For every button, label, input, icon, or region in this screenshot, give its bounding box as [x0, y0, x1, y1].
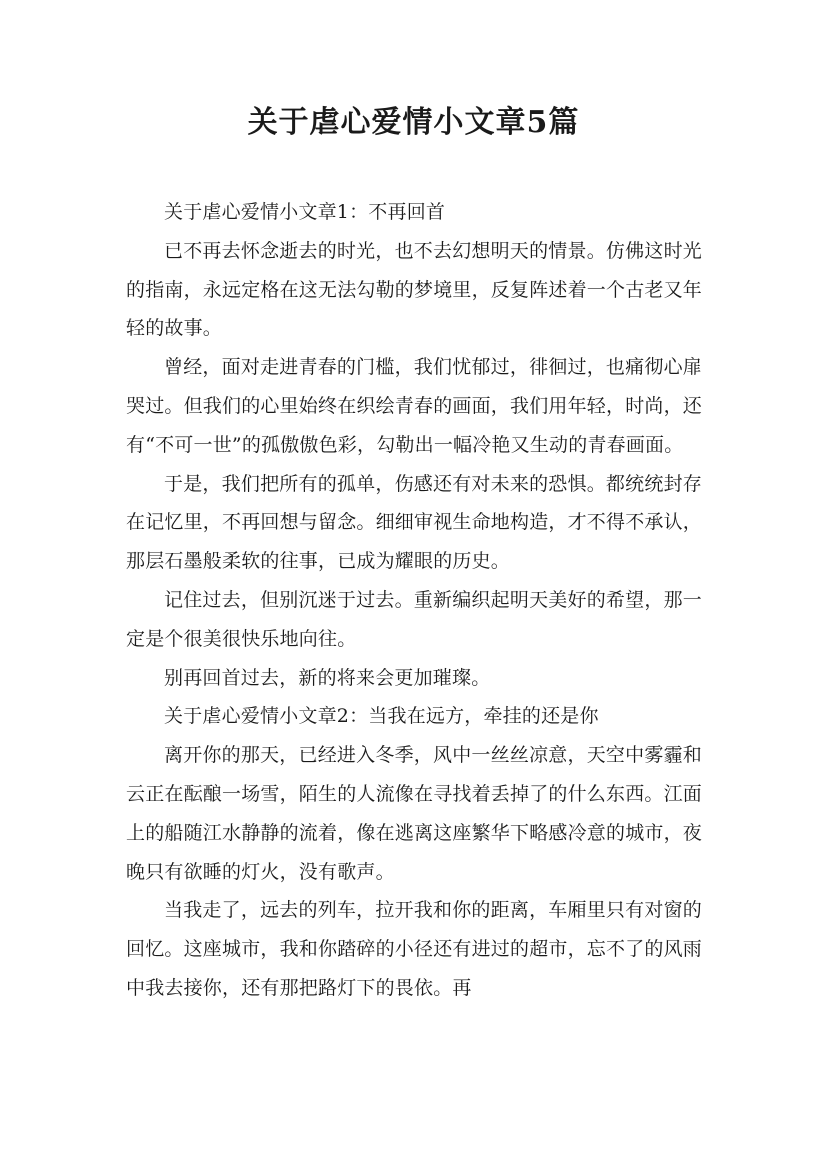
paragraph: 于是，我们把所有的孤单，伤感还有对未来的恐惧。都统统封存在记忆里，不再回想与留念。细细审视生命地构造，才不得不承认，那层石墨般柔软的往事，已成为耀眼的历史。 [126, 472, 703, 573]
paragraph: 离开你的那天，已经进入冬季，风中一丝丝凉意，天空中雾霾和云正在酝酿一场雪，陌生的人流像在寻找着丢掉了的什么东西。江面上的船随江水静静的流着，像在逃离这座繁华下略感冷意的城市，夜晚只有欲睡的灯火，没有歌声。 [126, 744, 703, 883]
paragraph: 别再回首过去，新的将来会更加璀璨。 [164, 666, 491, 689]
document-body [126, 193, 702, 1008]
section-heading-1: 关于虐心爱情小文章1：不再回首 [164, 201, 446, 223]
paragraph: 当我走了，远去的列车，拉开我和你的距离，车厢里只有对窗的回忆。这座城市，我和你踏碎的小径还有进过的超市，忘不了的风雨中我去接你，还有那把路灯下的畏依。再 [126, 899, 703, 999]
document-title: 关于虐心爱情小文章5篇 [247, 105, 580, 140]
paragraph: 曾经，面对走进青春的门槛，我们忧郁过，徘徊过，也痛彻心扉哭过。但我们的心里始终在织绘青春的画面，我们用年轻，时尚，还有“不可一世”的孤傲傲色彩，勾勒出一幅冷艳又生动的青春画面。 [126, 356, 703, 456]
paragraph: 记住过去，但别沉迷于过去。重新编织起明天美好的希望，那一定是个很美很快乐地向往。 [126, 588, 702, 650]
paragraph: 已不再去怀念逝去的时光，也不去幻想明天的情景。仿佛这时光的指南，永远定格在这无法勾勒的梦境里，反复阵述着一个古老又年轻的故事。 [126, 239, 703, 340]
section-heading-2: 关于虐心爱情小文章2：当我在远方，牵挂的还是你 [164, 705, 599, 728]
